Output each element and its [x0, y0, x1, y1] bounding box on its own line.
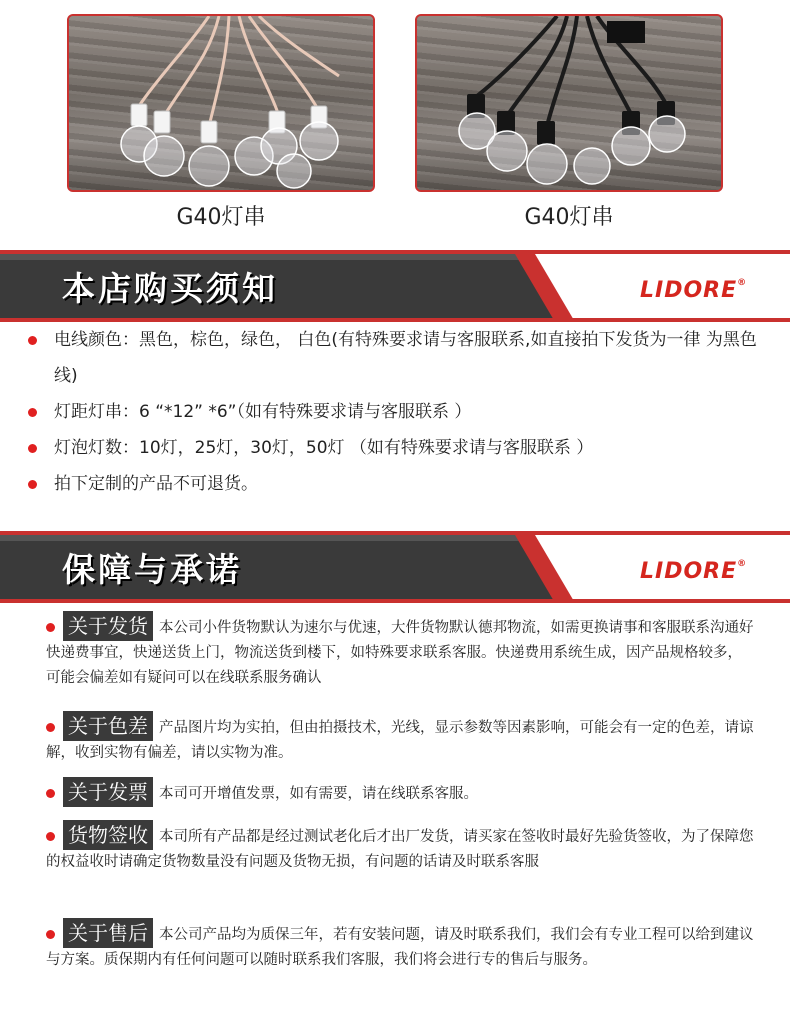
- guarantee-tag: 关于售后: [63, 918, 153, 948]
- guarantee-item-shipping: [46, 611, 756, 691]
- notice-item-text: 灯距灯串：6 “*12” *6”（如有特殊要求请与客服联系 ）: [54, 402, 472, 422]
- guarantee-item-after-sales: [46, 918, 756, 973]
- brand-logo: [640, 559, 747, 584]
- bullet-icon: [46, 930, 55, 939]
- notice-item-text: 灯泡灯数：10灯，25灯，30灯，50灯 （如有特殊要求请与客服联系 ）: [54, 438, 594, 458]
- guarantee-item-color-difference: [46, 711, 756, 766]
- bullet-icon: [28, 480, 37, 489]
- product-photo-black: [415, 14, 723, 192]
- registered-mark: ®: [737, 278, 748, 288]
- brand-logo: [640, 278, 747, 303]
- bullet-icon: [46, 623, 55, 632]
- guarantee-tag: 关于发货: [63, 611, 153, 641]
- notice-item-wire-color: [28, 322, 768, 394]
- product-photo-beige: [67, 14, 375, 192]
- bullet-icon: [28, 336, 37, 345]
- guarantee-tag: 关于发票: [63, 777, 153, 807]
- guarantee-body: 本公司小件货物默认为速尔与优速，大件货物默认德邦物流，如需更换请事和客服联系沟通好快递费事宜，快递送货上门，物流送货到楼下，如特殊要求联系客服。快递费用系统生成，因产品规格较多，可能会偏差如有疑问可以在线联系服务确认: [46, 620, 754, 686]
- notice-list: [28, 322, 768, 502]
- bullet-icon: [28, 444, 37, 453]
- guarantee-body: 本司所有产品都是经过测试老化后才出厂发货，请买家在签收时最好先验货签收，为了保障您的权益收时请确定货物数量没有问题及货物无损，有问题的话请及时联系客服: [46, 829, 754, 870]
- guarantee-item-receipt: [46, 820, 756, 875]
- brand-logo-text: LIDORE: [640, 559, 738, 584]
- notice-item-text: 拍下定制的产品不可退货。: [54, 474, 258, 494]
- bullet-icon: [46, 723, 55, 732]
- product-caption-left: G40灯串: [176, 205, 266, 230]
- notice-title: 本店购买须知: [62, 269, 278, 308]
- notice-banner: [0, 250, 790, 322]
- notice-item-text: 电线颜色：黑色，棕色，绿色， 白色(有特殊要求请与客服联系,如直接拍下发货为一律 为黑色线): [54, 330, 757, 386]
- notice-item-bulb-count: [28, 430, 768, 466]
- bullet-icon: [46, 832, 55, 841]
- registered-mark: ®: [737, 559, 748, 569]
- guarantee-tag: 货物签收: [63, 820, 153, 850]
- brand-logo-text: LIDORE: [640, 278, 738, 303]
- guarantee-body: 产品图片均为实拍，但由拍摄技术，光线，显示参数等因素影响，可能会有一定的色差，请谅解，收到实物有偏差，请以实物为准。: [46, 720, 754, 761]
- notice-item-spacing: [28, 394, 768, 430]
- bullet-icon: [28, 408, 37, 417]
- notice-item-no-return: [28, 466, 768, 502]
- guarantee-item-invoice: [46, 777, 756, 807]
- string-lights-black-illustration: [417, 16, 723, 192]
- guarantee-tag: 关于色差: [63, 711, 153, 741]
- guarantee-body: 本司可开增值发票，如有需要，请在线联系客服。: [159, 786, 478, 802]
- bullet-icon: [46, 789, 55, 798]
- guarantee-body: 本公司产品均为质保三年，若有安装问题，请及时联系我们，我们会有专业工程可以给到建议与方案。质保期内有任何问题可以随时联系我们客服，我们将会进行专的售后与服务。: [46, 927, 754, 968]
- guarantee-title: 保障与承诺: [62, 550, 242, 589]
- string-lights-beige-illustration: [69, 16, 375, 192]
- guarantee-banner: [0, 531, 790, 603]
- product-caption-right: G40灯串: [524, 205, 614, 230]
